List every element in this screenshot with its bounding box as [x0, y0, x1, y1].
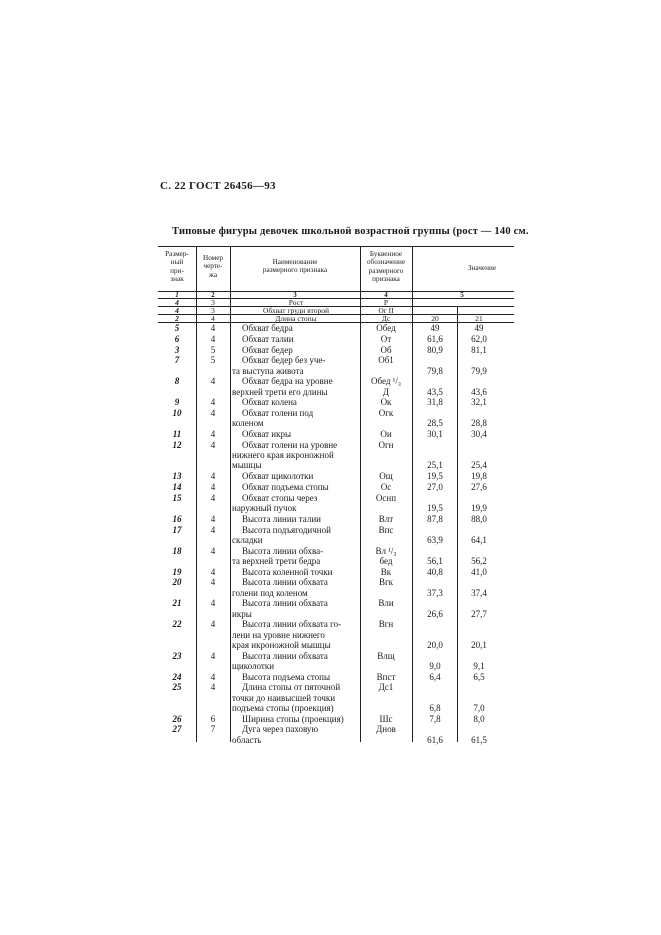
row-name-line: Высота линии обхвата	[242, 577, 328, 588]
row-name-line: Обхват щиколотки	[242, 471, 314, 482]
row-value-21: 37,4	[471, 587, 487, 598]
row-name-line: Обхват бедра на уровне	[242, 376, 333, 387]
row-value-21: 19,9	[471, 502, 487, 513]
numbering-2: 2	[211, 291, 215, 299]
row-symbol-main: Днов	[376, 724, 396, 735]
row-name-line: Длина стопы от пяточной	[242, 682, 341, 693]
row-name	[232, 376, 360, 396]
row-symbol-main: Вл ¹/₃	[375, 545, 397, 556]
row-symbol	[360, 315, 412, 323]
row-number: 13	[172, 471, 182, 482]
row-drawing: 4	[210, 408, 216, 419]
row-drawing: 4	[210, 598, 216, 609]
row-value-20: 80,9	[427, 344, 443, 355]
row-name	[232, 598, 360, 618]
row-value-21: 19,8	[471, 471, 487, 482]
row-number: 27	[172, 724, 182, 735]
row-symbol-main: Впст	[376, 671, 396, 682]
row-drawing: 4	[210, 619, 216, 630]
row-name-line: нижнего края икроножной	[232, 450, 334, 461]
row-name-line: Высота линии талии	[242, 513, 321, 524]
row-symbol	[360, 525, 412, 535]
row-drawing: 4	[210, 513, 216, 524]
row-value-20: 61,6	[427, 734, 443, 745]
row-drawing: 4	[210, 482, 216, 492]
row-drawing: 4	[210, 440, 216, 450]
row-value-20: 31,8	[427, 397, 443, 408]
row-value-20: 26,6	[427, 608, 443, 619]
row-drawing: 4	[210, 545, 216, 556]
row-name-line: Высота линии обхвата	[242, 650, 328, 661]
row-number: 17	[172, 524, 182, 535]
row-value-20: 6,8	[429, 702, 441, 713]
row-drawing: 4	[211, 313, 215, 323]
row-name	[232, 672, 360, 682]
row-number: 18	[172, 545, 182, 556]
row-symbol-main: Шс	[379, 713, 393, 724]
row-number: 2	[175, 313, 179, 323]
row-drawing: 4	[210, 333, 216, 344]
row-symbol	[360, 345, 412, 355]
row-name-line: Обхват бедра	[242, 323, 293, 333]
numbering-5: 5	[460, 291, 464, 299]
row-symbol-main: Впс	[378, 524, 394, 535]
row-name-line: складки	[232, 534, 263, 545]
row-number: 12	[172, 440, 182, 450]
row-name-line: Обхват бедер без уче-	[242, 355, 326, 366]
row-value-21: 30,4	[471, 429, 487, 440]
row-number: 4	[175, 305, 179, 315]
row-symbol-main: Влщ	[377, 650, 395, 661]
row-symbol	[360, 334, 412, 344]
row-number: 25	[172, 682, 182, 693]
row-name-line: Высота линии обхвата го-	[242, 619, 342, 630]
row-name-line: та верхней трети бедра	[232, 555, 321, 566]
row-value-21: 88,0	[471, 513, 487, 524]
row-name-line: коленом	[232, 418, 264, 429]
row-drawing: 4	[210, 577, 216, 588]
row-number: 3	[174, 344, 180, 355]
row-symbol-main: Дс1	[378, 682, 394, 693]
row-symbol-main: Огн	[378, 440, 394, 450]
row-value-21: 6,5	[473, 671, 485, 682]
row-value-20: 40,8	[427, 566, 443, 577]
row-symbol-main: Ощ	[379, 471, 393, 482]
row-name	[232, 546, 360, 566]
row-symbol	[360, 493, 412, 503]
row-name-line: точки до наивысшей точки	[232, 692, 336, 703]
row-name	[232, 482, 360, 492]
row-name-line: наружный пучок	[232, 503, 297, 513]
row-value-21: 21	[475, 313, 483, 323]
row-name	[232, 323, 360, 333]
row-number: 26	[172, 713, 182, 724]
row-name	[232, 471, 360, 481]
row-number: 6	[174, 333, 180, 344]
row-name-line: Ширина стопы (проекция)	[242, 713, 344, 724]
row-symbol	[360, 724, 412, 734]
row-name-line: Высота подъягодичной	[242, 524, 331, 535]
row-symbol	[360, 440, 412, 450]
row-value-20: 28,5	[427, 418, 443, 429]
row-value-20: 61,6	[427, 333, 443, 344]
row-drawing: 3	[211, 297, 215, 307]
row-symbol	[360, 429, 412, 439]
row-value-21: 43,6	[471, 386, 487, 397]
row-number: 22	[172, 619, 182, 630]
row-value-21: 7,0	[473, 702, 485, 713]
row-name-line: лени на уровне нижнего	[232, 629, 325, 640]
row-drawing: 4	[210, 492, 216, 503]
row-name-line: Высота коленной точки	[242, 566, 333, 577]
row-value-21: 25,4	[471, 460, 487, 471]
header-num: Размер- ный при- знак	[165, 250, 189, 284]
row-name	[232, 651, 360, 671]
row-number: 8	[174, 376, 180, 387]
row-name	[232, 619, 360, 650]
row-drawing: 5	[210, 355, 216, 366]
row-drawing: 4	[210, 397, 216, 408]
row-value-20: 63,9	[427, 534, 443, 545]
row-symbol-main: Ог II	[378, 305, 394, 315]
row-symbol	[360, 323, 412, 333]
row-value-20: 6,4	[429, 671, 441, 682]
row-name-line: икры	[232, 608, 252, 619]
row-symbol	[360, 577, 412, 587]
row-symbol-main: Об1	[378, 355, 394, 366]
row-value-21: 64,1	[471, 534, 487, 545]
col-divider-2	[230, 246, 231, 742]
row-symbol-main: Вгн	[378, 619, 394, 630]
row-symbol	[360, 714, 412, 724]
row-symbol-main: Дс	[381, 313, 391, 323]
row-symbol	[360, 567, 412, 577]
row-value-21: 9,1	[473, 660, 485, 671]
row-name-line: Высота линии обхвата	[242, 598, 328, 609]
row-name	[232, 567, 360, 577]
row-name-line: Рост	[288, 297, 304, 307]
row-name	[232, 577, 360, 597]
row-name	[232, 334, 360, 344]
numbering-4: 4	[384, 291, 388, 299]
row-symbol-main: Влт	[378, 513, 394, 524]
row-symbol-main: Вк	[380, 566, 392, 577]
row-symbol-main: Огк	[378, 408, 394, 419]
row-drawing: 4	[210, 524, 216, 535]
row-value-20: 79,8	[427, 365, 443, 376]
row-name-line: Обхват груди второй	[263, 305, 329, 315]
row-name-line: та выступа живота	[232, 365, 304, 376]
row-value-21: 27,6	[471, 482, 487, 492]
row-name	[232, 397, 360, 407]
row-drawing: 3	[211, 305, 215, 315]
row-name-line: подъема стопы (проекция)	[232, 702, 334, 713]
row-name	[232, 408, 360, 428]
row-value-20: 27,0	[427, 482, 443, 492]
table-top-border	[158, 246, 514, 247]
row-value-21: 8,0	[473, 713, 485, 724]
row-symbol	[360, 408, 412, 418]
row-symbol	[360, 355, 412, 365]
row-symbol	[360, 672, 412, 682]
numbering-3: 3	[293, 291, 297, 299]
row-symbol-main: Р	[383, 297, 389, 307]
row-name-line: Обхват колена	[242, 397, 297, 408]
row-value-21: 81,1	[471, 344, 487, 355]
row-symbol	[360, 598, 412, 608]
table-title: Типовые фигуры девочек школьной возрастной группы (рост — 140 см.	[172, 226, 529, 237]
row-name-line: Высота линии обхва-	[242, 545, 324, 556]
row-name-line: Обхват талии	[242, 333, 294, 344]
row-value-21: 62,0	[471, 333, 487, 344]
row-drawing: 4	[210, 323, 216, 333]
row-number: 5	[174, 323, 180, 333]
row-symbol-sub: бед	[379, 555, 393, 566]
row-name-line: Дуга через паховую	[242, 724, 319, 735]
row-drawing: 4	[210, 671, 216, 682]
page-header: С. 22 ГОСТ 26456—93	[160, 180, 276, 192]
row-value-21: 27,7	[471, 608, 487, 619]
row-name	[232, 682, 360, 713]
row-symbol	[360, 619, 412, 629]
row-drawing: 5	[210, 344, 216, 355]
row-number: 24	[172, 671, 182, 682]
row-name	[232, 714, 360, 724]
row-symbol-main: Оснп	[375, 492, 397, 503]
row-number: 16	[172, 513, 182, 524]
row-number: 20	[172, 577, 182, 588]
header-value: Значение	[467, 264, 497, 272]
row-number: 23	[172, 650, 182, 661]
row-symbol-main: Ои	[380, 429, 392, 440]
row-number: 10	[172, 408, 182, 419]
row-value-21: 32,1	[471, 397, 487, 408]
row-symbol-main: Вгк	[378, 577, 394, 588]
row-symbol-sub: Д	[382, 386, 390, 397]
row-name	[232, 355, 360, 375]
row-name-line: голени под коленом	[232, 587, 308, 598]
row-value-20: 49	[430, 323, 440, 333]
row-value-20: 19,5	[427, 471, 443, 482]
row-drawing: 4	[210, 376, 216, 387]
row-symbol-main: Ос	[380, 482, 392, 492]
row-name-line: Обхват стопы через	[242, 492, 318, 503]
col-divider-4	[412, 246, 413, 742]
row-symbol	[360, 482, 412, 492]
row-symbol	[360, 682, 412, 692]
row-value-20: 7,8	[429, 713, 441, 724]
row-value-20: 56,1	[427, 555, 443, 566]
row-symbol	[360, 514, 412, 524]
row-name-line: Обхват голени на уровне	[242, 440, 338, 450]
row-name	[232, 315, 360, 323]
row-drawing: 4	[210, 566, 216, 577]
row-symbol	[360, 397, 412, 407]
row-name-line: верхней трети его длины	[232, 386, 328, 397]
row-value-20: 19,5	[427, 502, 443, 513]
row-name-line: Длина стопы	[275, 313, 317, 323]
row-name-line: мышцы	[232, 460, 262, 471]
header-name: Наименование размерного признака	[262, 258, 328, 275]
row-value-21: 28,8	[471, 418, 487, 429]
row-number: 11	[172, 429, 182, 440]
row-drawing: 4	[210, 471, 216, 482]
row-drawing: 7	[210, 724, 216, 735]
row-number: 19	[172, 566, 182, 577]
row-name	[232, 525, 360, 545]
row-symbol-main: От	[380, 333, 392, 344]
row-symbol-main: Обед ¹/₃	[370, 376, 401, 387]
row-symbol-main: Ок	[380, 397, 392, 408]
row-value-20: 20	[431, 313, 439, 323]
row-number: 15	[172, 492, 182, 503]
row-symbol	[360, 376, 412, 396]
row-value-20: 9,0	[429, 660, 441, 671]
row-drawing: 4	[210, 650, 216, 661]
header-symbol: Буквенное обозначение размерного признака	[366, 250, 406, 284]
row-name-line: щиколотки	[232, 660, 275, 671]
row-value-21: 61,5	[471, 734, 487, 745]
row-name	[232, 440, 360, 471]
row-name	[232, 724, 360, 744]
row-value-21: 56,2	[471, 555, 487, 566]
row-name	[232, 429, 360, 439]
numbering-1: 1	[175, 291, 179, 299]
row-number: 9	[174, 397, 180, 408]
row-number: 4	[175, 297, 179, 307]
row-value-21: 79,9	[471, 365, 487, 376]
row-number: 14	[172, 482, 182, 492]
row-name	[232, 345, 360, 355]
row-value-20: 87,8	[427, 513, 443, 524]
row-name-line: Обхват бедер	[242, 344, 293, 355]
row-value-20: 20,0	[427, 639, 443, 650]
row-value-21: 41,0	[471, 566, 487, 577]
row-drawing: 6	[210, 713, 216, 724]
row-name	[232, 514, 360, 524]
row-name-line: Обхват подъема стопы	[242, 482, 329, 492]
row-name-line: Обхват икры	[242, 429, 292, 440]
row-value-20: 30,1	[427, 429, 443, 440]
row-value-20: 43,5	[427, 386, 443, 397]
row-value-21: 49	[474, 323, 484, 333]
row-symbol	[360, 546, 412, 566]
row-drawing: 4	[210, 682, 216, 693]
row-value-21: 20,1	[471, 639, 487, 650]
row-number: 7	[174, 355, 180, 366]
row-value-20: 25,1	[427, 460, 443, 471]
header-drawing: Номер черте- жа	[203, 254, 223, 279]
row-name-line: Обхват голени под	[242, 408, 314, 419]
row-symbol	[360, 471, 412, 481]
row-drawing: 4	[210, 429, 216, 440]
row-name-line: область	[232, 734, 262, 745]
col-divider-1	[196, 246, 197, 742]
row-name	[232, 493, 360, 513]
row-value-20: 37,3	[427, 587, 443, 598]
row-name-line: края икроножной мышцы	[232, 639, 331, 650]
row-symbol-main: Вли	[378, 598, 394, 609]
row-symbol-main: Об	[380, 344, 392, 355]
row-symbol-main: Обед	[376, 323, 396, 333]
row-name-line: Высота подъема стопы	[242, 671, 331, 682]
row-number: 21	[172, 598, 182, 609]
row-symbol	[360, 651, 412, 661]
